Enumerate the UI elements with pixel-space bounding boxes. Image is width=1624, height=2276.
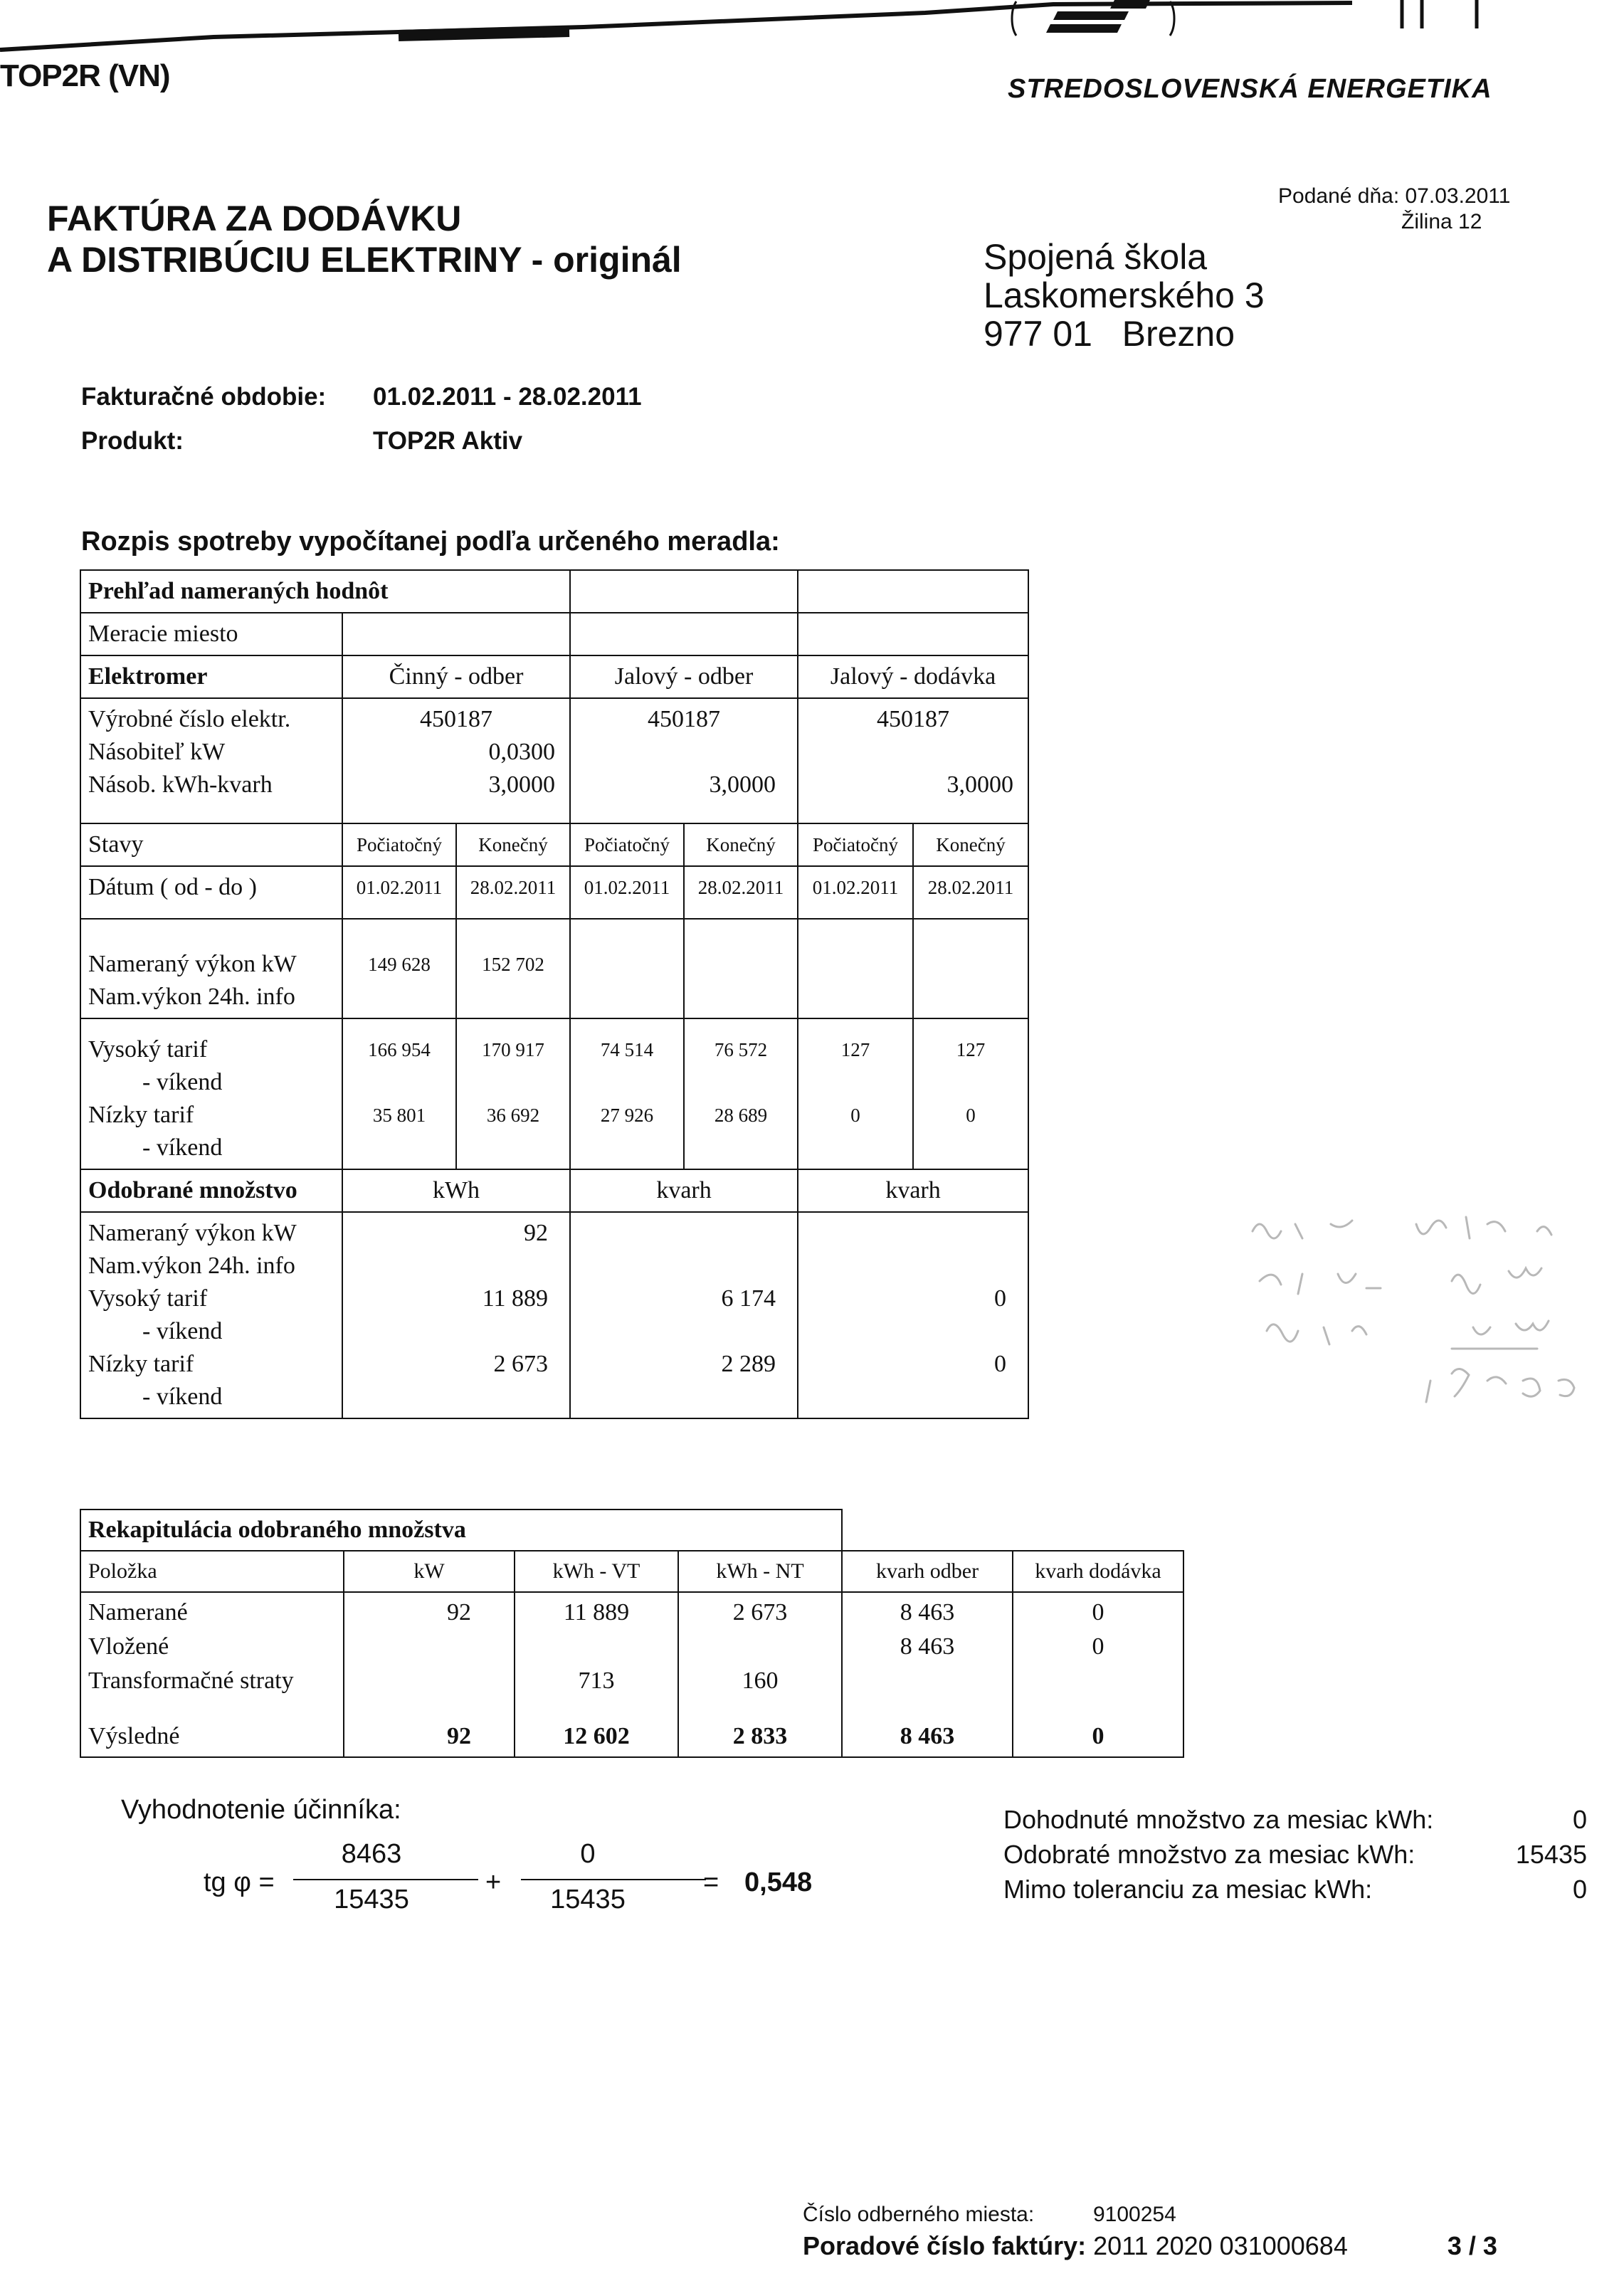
empty-cell: [798, 613, 1028, 655]
recap-value: 8 463: [900, 1599, 955, 1626]
overview-heading: Prehľad nameraných hodnôt: [80, 570, 570, 613]
empty-cell: [342, 613, 570, 655]
denominator-2: 15435: [550, 1885, 626, 1914]
issued-date: Podané dňa: 07.03.2011: [1278, 184, 1511, 208]
recap-label: Namerané: [88, 1599, 188, 1626]
empty-cell: [798, 570, 1028, 613]
taken-low: 2 289: [721, 1351, 776, 1377]
recap-result-value: 2 833: [732, 1723, 788, 1749]
recap-vt: [515, 1592, 678, 1757]
high-value: 127: [840, 1039, 870, 1060]
recap-result-value: 8 463: [900, 1723, 955, 1749]
tariff-values-6: [913, 1018, 1028, 1169]
recap-header: Položka: [80, 1551, 344, 1592]
date-cell: 28.02.2011: [456, 866, 570, 919]
top-cut-rule: [0, 0, 1624, 78]
kwh-mult-value: 3,0000: [709, 771, 776, 798]
start-header: Počiatočný: [570, 823, 684, 866]
recap-label: Transformačné straty: [88, 1668, 294, 1694]
recipient-city: Brezno: [1122, 314, 1235, 354]
recipient-name: Spojená škola: [984, 237, 1208, 277]
empty-cell: [570, 919, 684, 1018]
company-name: STREDOSLOVENSKÁ ENERGETIKA: [1008, 74, 1492, 104]
empty-cell: [570, 570, 798, 613]
unit-kvarh: kvarh: [570, 1169, 798, 1212]
invoice-number-label: Poradové číslo faktúry:: [803, 2231, 1087, 2260]
recap-nt: [678, 1592, 842, 1757]
monthly-summary: [1003, 1802, 1587, 1907]
numerator-1: 8463: [341, 1839, 402, 1869]
col-reactive-supply: Jalový - dodávka: [798, 655, 1028, 698]
handwritten-notes: [1238, 1203, 1623, 1473]
recap-header: kvarh odber: [842, 1551, 1013, 1592]
recap-value: 0: [1092, 1633, 1104, 1660]
measurement-table: [80, 569, 1028, 1419]
recap-result-value: 92: [447, 1723, 471, 1749]
info-24h-label: Nam.výkon 24h. info: [88, 984, 295, 1010]
tariff-code: TOP2R (VN): [0, 58, 170, 93]
place-number-label: Číslo odberného miesta:: [803, 2203, 1035, 2226]
title-line-1: FAKTÚRA ZA DODÁVKU: [47, 199, 462, 238]
title-line-2: A DISTRIBÚCIU ELEKTRINY - originál: [47, 240, 682, 280]
empty-cell: [798, 919, 913, 1018]
measured-kw-start: 149 628: [342, 919, 456, 1018]
meter-params-reactive-draw: [570, 698, 798, 823]
recipient-street: Laskomerského 3: [984, 275, 1265, 315]
period-value: 01.02.2011 - 28.02.2011: [373, 383, 642, 411]
recap-result-label: Výsledné: [88, 1723, 180, 1749]
tariff-labels: [80, 1018, 342, 1169]
denominator-1: 15435: [334, 1885, 409, 1914]
high-tariff-label: Vysoký tarif: [88, 1036, 208, 1063]
breakdown-title: Rozpis spotreby vypočítanej podľa určeného meradla:: [81, 527, 780, 557]
recap-value: 2 673: [732, 1599, 788, 1626]
footer: [803, 2201, 1497, 2263]
col-reactive-draw: Jalový - odber: [570, 655, 798, 698]
taken-low: 0: [994, 1351, 1007, 1377]
tariff-values-2: [456, 1018, 570, 1169]
low-value: 0: [850, 1105, 860, 1126]
end-header: Konečný: [913, 823, 1028, 866]
recap-result-value: 12 602: [563, 1723, 630, 1749]
tariff-values-3: [570, 1018, 684, 1169]
serial-value: 450187: [648, 706, 721, 732]
recap-kvarh-supply: [1013, 1592, 1183, 1757]
weekend-label: - víkend: [142, 1318, 223, 1344]
recap-header: kvarh dodávka: [1013, 1551, 1183, 1592]
high-value: 170 917: [482, 1039, 544, 1060]
measured-kw-label: Nameraný výkon kW: [88, 1220, 297, 1246]
page-number: 3 / 3: [1447, 2231, 1497, 2260]
date-cell: 01.02.2011: [342, 866, 456, 919]
recap-value: 0: [1092, 1599, 1104, 1626]
recap-result-value: 0: [1092, 1723, 1104, 1749]
date-cell: 01.02.2011: [798, 866, 913, 919]
period-label: Fakturačné obdobie:: [81, 383, 327, 411]
recap-value: 11 889: [563, 1599, 630, 1626]
kwh-mult-value: 3,0000: [488, 771, 556, 798]
taken-value: 15435: [1515, 1840, 1587, 1869]
taken-reactive-supply-values: [798, 1212, 1028, 1418]
equals-sign: =: [703, 1867, 719, 1897]
states-label: Stavy: [80, 823, 342, 866]
taken-label: Odobrané množstvo: [80, 1169, 342, 1212]
recipient-zip: 977 01: [984, 314, 1092, 354]
measured-kw-label: Nameraný výkon kW: [88, 951, 297, 977]
invoice-title: [47, 198, 682, 280]
unit-kwh: kWh: [342, 1169, 570, 1212]
agreed-value: 0: [1572, 1805, 1587, 1834]
meter-params-reactive-supply: [798, 698, 1028, 823]
info-24h-label: Nam.výkon 24h. info: [88, 1253, 295, 1279]
recap-header: kW: [344, 1551, 515, 1592]
date-cell: 28.02.2011: [913, 866, 1028, 919]
power-factor-formula: [204, 1839, 844, 1917]
taken-active-values: [342, 1212, 570, 1418]
recap-row-labels: [80, 1592, 344, 1757]
recap-header: kWh - VT: [515, 1551, 678, 1592]
high-value: 127: [956, 1039, 986, 1060]
low-tariff-label: Nízky tarif: [88, 1102, 194, 1128]
recap-header: kWh - NT: [678, 1551, 842, 1592]
sse-logo: [1008, 0, 1179, 41]
recap-value: 160: [742, 1668, 779, 1694]
tariff-values-5: [798, 1018, 913, 1169]
empty-cell: [570, 613, 798, 655]
recap-value: 92: [447, 1599, 471, 1626]
plus-sign: +: [485, 1867, 502, 1897]
taken-low: 2 673: [493, 1351, 549, 1377]
place-label: Meracie miesto: [80, 613, 342, 655]
unit-kvarh: kvarh: [798, 1169, 1028, 1212]
weekend-label: - víkend: [142, 1384, 223, 1410]
high-value: 166 954: [368, 1039, 431, 1060]
issued-info: [1278, 184, 1510, 235]
start-header: Počiatočný: [798, 823, 913, 866]
serial-value: 450187: [420, 706, 493, 732]
date-label: Dátum ( od - do ): [80, 866, 342, 919]
fraction-line: [521, 1879, 706, 1880]
recap-kvarh-draw: [842, 1592, 1013, 1757]
tg-phi: tg φ =: [204, 1867, 275, 1897]
high-value: 74 514: [600, 1039, 654, 1060]
recipient-address: [984, 238, 1265, 353]
power-factor-label: Vyhodnotenie účinníka:: [121, 1795, 401, 1825]
recap-table: [80, 1509, 1183, 1758]
recap-label: Vložené: [88, 1633, 169, 1660]
date-cell: 28.02.2011: [684, 866, 798, 919]
fraction-line: [293, 1879, 478, 1880]
recap-title: Rekapitulácia odobraného množstva: [80, 1510, 842, 1551]
weekend-label: - víkend: [142, 1134, 223, 1161]
low-value: 27 926: [600, 1105, 654, 1126]
serial-label: Výrobné číslo elektr.: [88, 706, 291, 732]
recap-value: 8 463: [900, 1633, 955, 1660]
empty-cell: [913, 919, 1028, 1018]
low-value: 35 801: [372, 1105, 426, 1126]
tariff-values-1: [342, 1018, 456, 1169]
recap-value: 713: [578, 1668, 615, 1694]
start-header: Počiatočný: [342, 823, 456, 866]
product-label: Produkt:: [81, 427, 184, 455]
invoice-number: 2011 2020 031000684: [1093, 2231, 1348, 2260]
taken-labels: [80, 1212, 342, 1418]
kwh-mult-value: 3,0000: [947, 771, 1014, 798]
tariff-values-4: [684, 1018, 798, 1169]
issued-office: Žilina 12: [1401, 210, 1482, 233]
agreed-label: Dohodnuté množstvo za mesiac kWh:: [1003, 1805, 1434, 1834]
taken-high: 11 889: [482, 1285, 549, 1312]
end-header: Konečný: [456, 823, 570, 866]
empty-cell: [684, 919, 798, 1018]
meter-params-labels: [80, 698, 342, 823]
low-value: 36 692: [486, 1105, 540, 1126]
high-value: 76 572: [714, 1039, 768, 1060]
measured-power-labels: [80, 919, 342, 1018]
taken-kw: 92: [524, 1220, 549, 1246]
product-value: TOP2R Aktiv: [373, 427, 523, 455]
kwh-mult-label: Násob. kWh-kvarh: [88, 771, 273, 798]
kw-mult-label: Násobiteľ kW: [88, 739, 226, 765]
taken-high: 0: [994, 1285, 1007, 1312]
taken-reactive-draw-values: [570, 1212, 798, 1418]
invoice-meta: [81, 375, 642, 463]
low-tariff-label: Nízky tarif: [88, 1351, 194, 1377]
end-header: Konečný: [684, 823, 798, 866]
meter-params-active: [342, 698, 570, 823]
numerator-2: 0: [580, 1839, 596, 1869]
place-number: 9100254: [1093, 2203, 1176, 2226]
recap-kw: [344, 1592, 515, 1757]
meter-label: Elektromer: [80, 655, 342, 698]
outside-value: 0: [1572, 1875, 1587, 1904]
col-active-draw: Činný - odber: [342, 655, 570, 698]
taken-label: Odobraté množstvo za mesiac kWh:: [1003, 1840, 1415, 1869]
outside-label: Mimo toleranciu za mesiac kWh:: [1003, 1875, 1373, 1904]
high-tariff-label: Vysoký tarif: [88, 1285, 208, 1312]
measured-kw-end: 152 702: [456, 919, 570, 1018]
kw-mult-value: 0,0300: [488, 739, 556, 765]
serial-value: 450187: [877, 706, 950, 732]
date-cell: 01.02.2011: [570, 866, 684, 919]
power-factor-result: 0,548: [744, 1867, 813, 1897]
low-value: 28 689: [714, 1105, 768, 1126]
weekend-label: - víkend: [142, 1069, 223, 1095]
taken-high: 6 174: [721, 1285, 776, 1312]
low-value: 0: [966, 1105, 976, 1126]
